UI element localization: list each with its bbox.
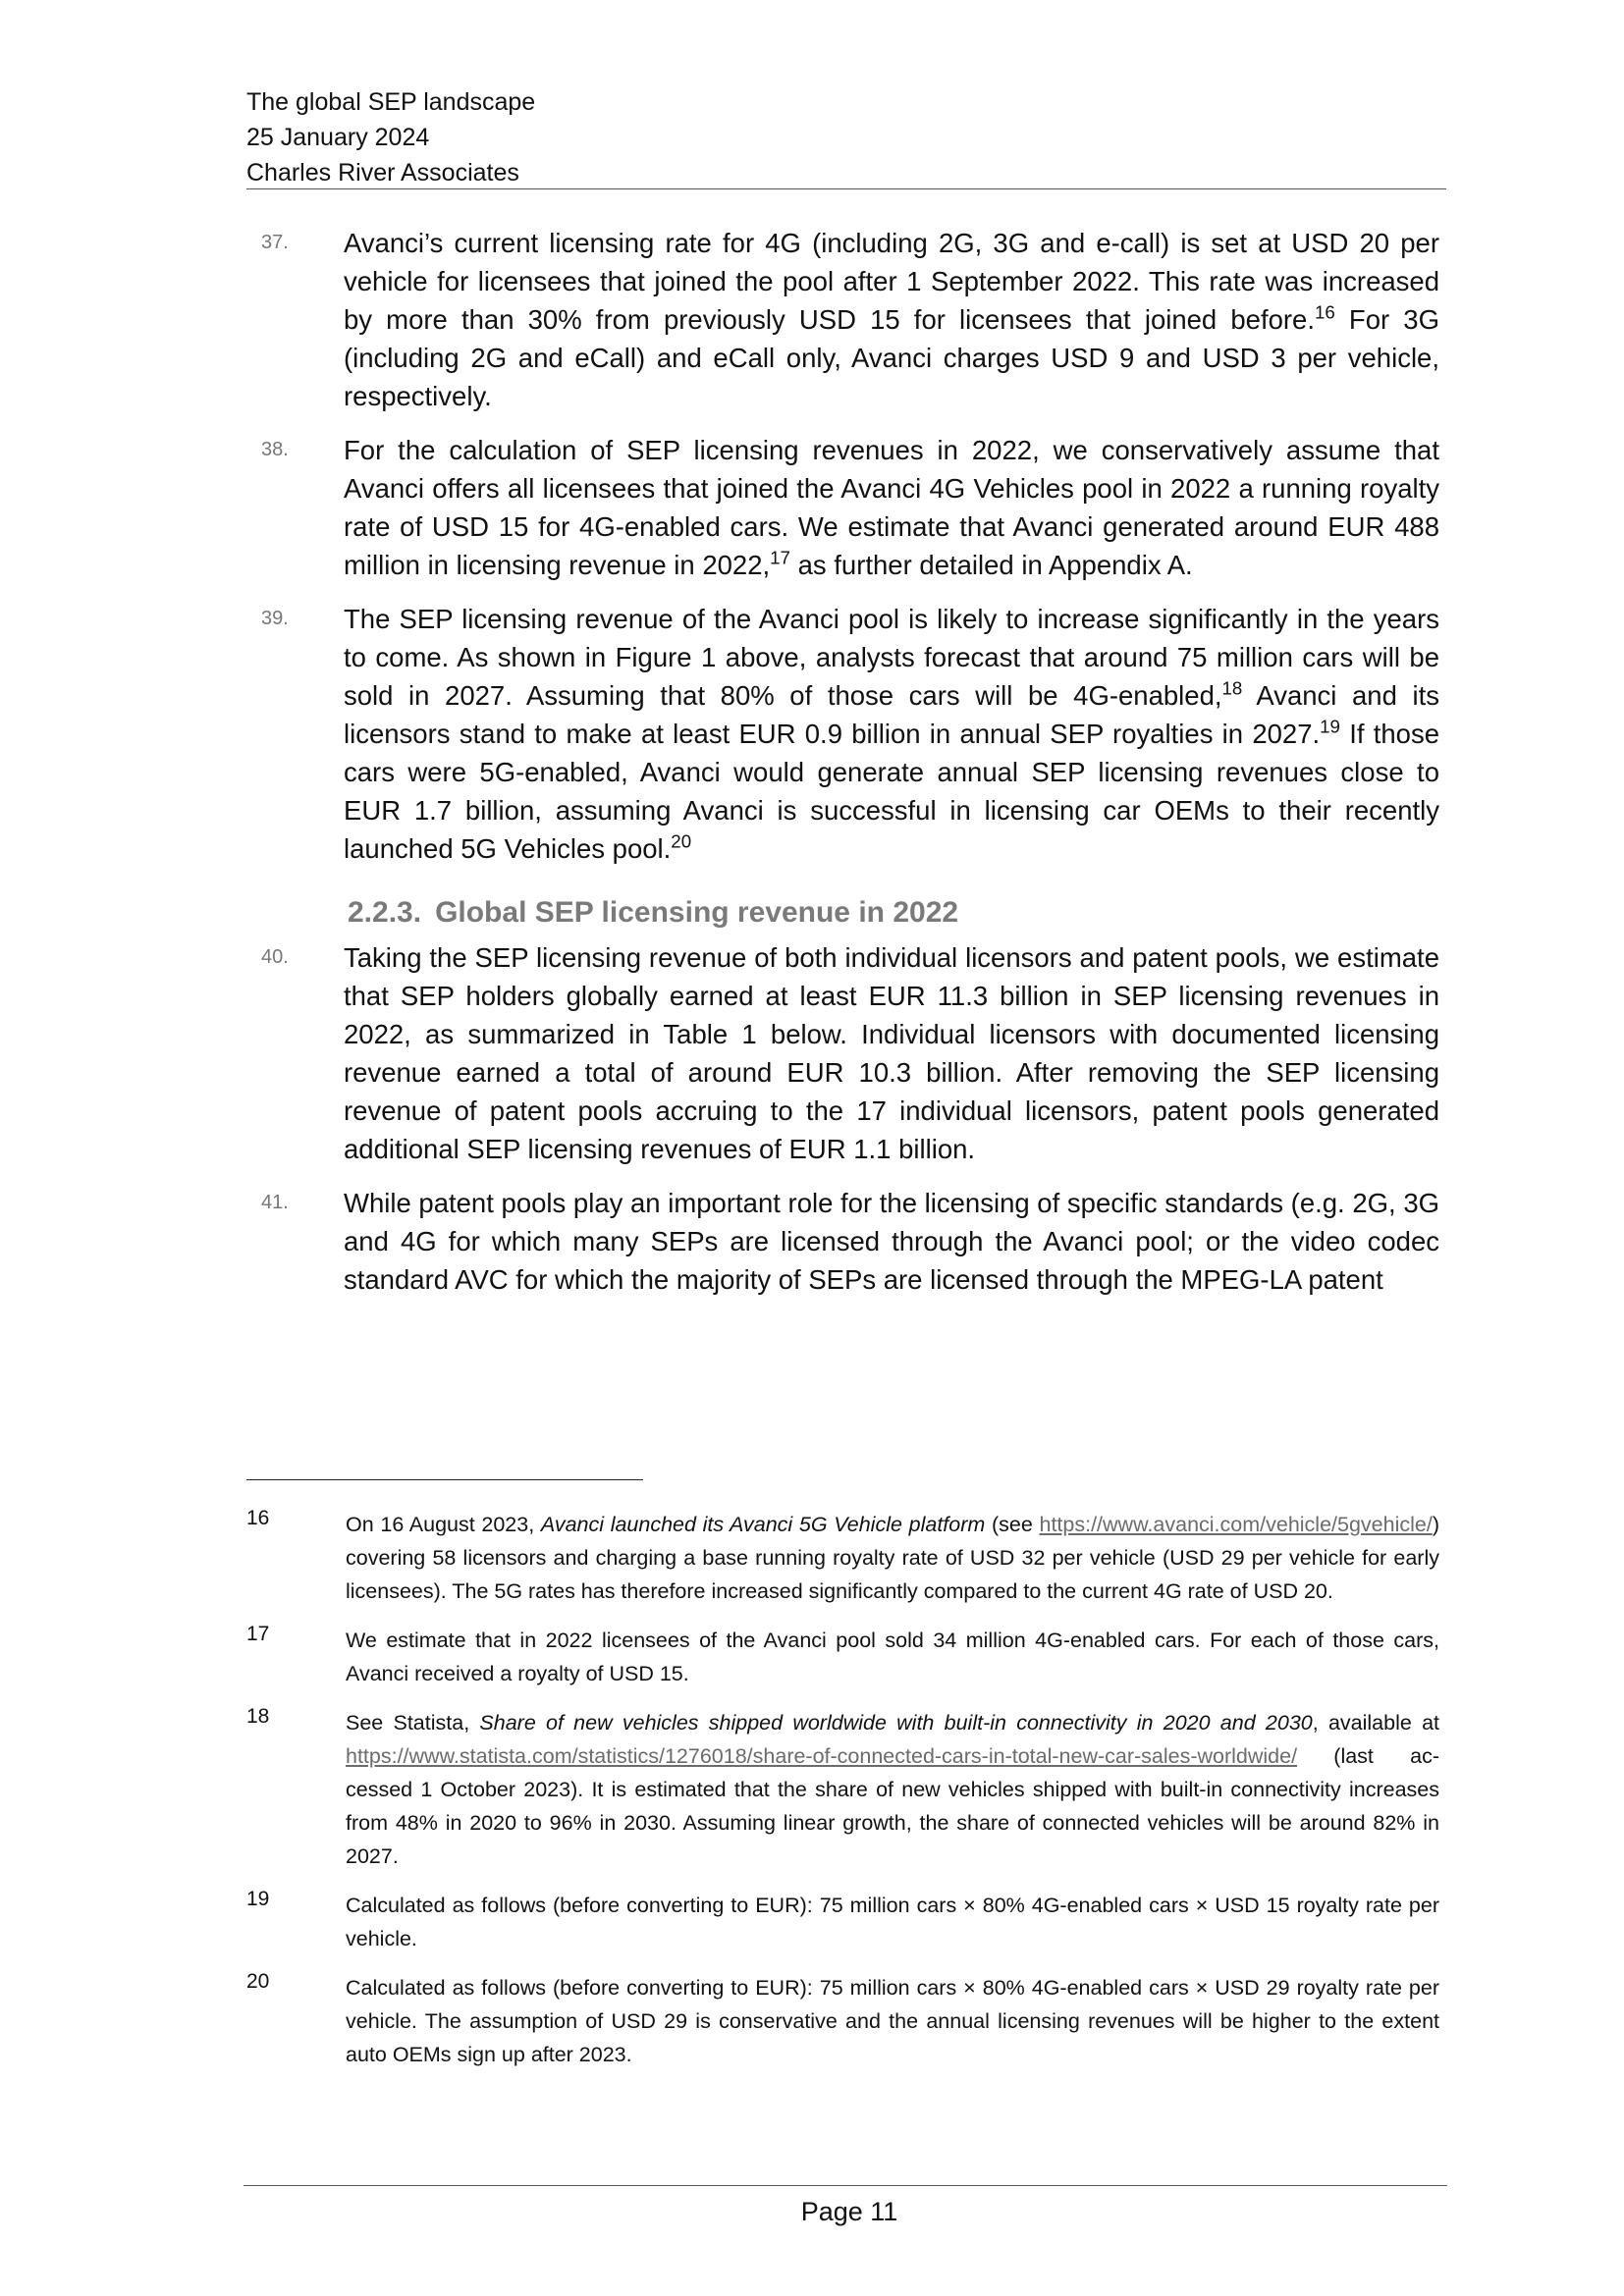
footnote-text: ) covering 58 licensors and charging a base running royalty rate of USD 32 per vehicle (USD 29 per vehicle for early licensees). The 5G rates has therefore increased significantly compared to the current 4G rate of USD 20. bbox=[346, 1513, 1439, 1603]
footnote-text: On 16 August 2023, bbox=[346, 1513, 541, 1536]
paragraph-text: For the calculation of SEP licensing revenues in 2022, we conservatively assume that Avanci offers all licensees that joined the Avanci 4G Vehicles pool in 2022 a running royalty rate of USD 15 for 4G-enabled cars. We estimate that Avanci generated around EUR 488 million in licensing revenue in 2022, bbox=[344, 435, 1439, 580]
paragraph-37 bbox=[246, 224, 1439, 415]
paragraph-number: 38. bbox=[261, 439, 289, 460]
footnote-17 bbox=[246, 1624, 1439, 1690]
paragraph-text: If those cars were 5G-enabled, Avanci would generate annual SEP licensing revenues close to EUR 1.7 billion, assuming Avanci is successful in licensing car OEMs to their recently launched 5G Vehicles pool. bbox=[344, 719, 1439, 864]
footnote-ref-17[interactable]: 17 bbox=[770, 547, 790, 568]
paragraph-text: Taking the SEP licensing revenue of both individual licensors and patent pools, we estimate that SEP holders globally earned at least EUR 11.3 billion in SEP licensing revenues in 2022, as summarized in Table 1 below. Individual licensors with documented licensing revenue earned a total of around EUR 10.3 billion. After removing the SEP licensing revenue of patent pools accruing to the 17 individual licensors, patent pools generated additional SEP licensing revenues of EUR 1.1 billion. bbox=[344, 942, 1439, 1164]
footnote-16 bbox=[246, 1508, 1439, 1608]
paragraph-39 bbox=[246, 600, 1439, 868]
footnote-19 bbox=[246, 1889, 1439, 1955]
paragraph-text: While patent pools play an important role for the licensing of specific standards (e.g. 2G, 3G and 4G for which many SEPs are licensed through the Avanci pool; or the video codec standard AVC for which the majority of SEPs are licensed through the MPEG-LA patent bbox=[344, 1188, 1439, 1295]
header-divider bbox=[246, 188, 1446, 189]
footnote-ref-16[interactable]: 16 bbox=[1314, 301, 1335, 323]
section-number: 2.2.3. bbox=[348, 896, 422, 929]
paragraph-text: Avanci’s current licensing rate for 4G (including 2G, 3G and e-call) is set at USD 20 per vehicle for licensees that joined the pool after 1 September 2022. This rate was increased by more than 30% from previously USD 15 for licensees that joined before. bbox=[344, 228, 1439, 335]
paragraph-40 bbox=[246, 938, 1439, 1168]
footnote-text: Calculated as follows (before converting to EUR): 75 million cars × 80% 4G-enabled cars × USD 15 royalty rate per vehicle. bbox=[346, 1894, 1439, 1950]
footnote-number: 19 bbox=[246, 1888, 270, 1910]
footnote-link[interactable]: https://www.statista.com/statistics/1276018/share-of-connected-cars-in-total-new-car-sales-worldwide/ bbox=[346, 1744, 1298, 1768]
footnote-text: , available at bbox=[1312, 1711, 1439, 1735]
footnote-20 bbox=[246, 1971, 1439, 2071]
page-number: Page 11 bbox=[800, 2197, 898, 2226]
footnote-number: 16 bbox=[246, 1507, 270, 1529]
paragraph-38 bbox=[246, 431, 1439, 584]
paragraph-number: 39. bbox=[261, 608, 289, 629]
paragraph-number: 40. bbox=[261, 946, 289, 968]
page-header bbox=[246, 84, 1446, 190]
section-heading bbox=[246, 893, 1439, 933]
footnote-text: (see bbox=[985, 1513, 1040, 1536]
footnote-ref-18[interactable]: 18 bbox=[1221, 677, 1243, 699]
footnote-ref-19[interactable]: 19 bbox=[1320, 716, 1340, 737]
paragraph-text: The SEP licensing revenue of the Avanci pool is likely to increase significantly in the years to come. As shown in Figure 1 above, analysts forecast that around 75 million cars will be sold in 2027. Assuming that 80% of those cars will be 4G-enabled, bbox=[344, 604, 1439, 711]
footnote-text: Calculated as follows (before converting to EUR): 75 million cars × 80% 4G-enabled cars × USD 29 royalty rate per vehicle. The assumption of USD 29 is conservative and the annual licensing revenues will be higher to the extent auto OEMs sign up after 2023. bbox=[346, 1976, 1439, 2066]
paragraph-41 bbox=[246, 1184, 1439, 1299]
footnote-number: 18 bbox=[246, 1705, 270, 1728]
footnote-italic: Share of new vehicles shipped worldwide with built-in connectivity in 2020 and 2030 bbox=[479, 1711, 1313, 1735]
footnote-separator bbox=[246, 1479, 643, 1480]
footnote-ref-20[interactable]: 20 bbox=[671, 830, 692, 852]
footnote-18 bbox=[246, 1706, 1439, 1873]
header-title: The global SEP landscape bbox=[246, 88, 536, 116]
body-text bbox=[246, 224, 1439, 1314]
footer-divider bbox=[244, 2185, 1447, 2186]
paragraph-text: Avanci and its licensors stand to make at least EUR 0.9 billion in annual SEP royalties in 2027. bbox=[344, 680, 1439, 749]
footnote-text: We estimate that in 2022 licensees of the Avanci pool sold 34 million 4G-enabled cars. For each of those cars, Avanci received a royalty of USD 15. bbox=[346, 1629, 1439, 1685]
paragraph-number: 41. bbox=[261, 1192, 289, 1213]
footnote-number: 17 bbox=[246, 1623, 270, 1645]
section-title: Global SEP licensing revenue in 2022 bbox=[435, 896, 959, 929]
footnote-text: See Statista, bbox=[346, 1711, 480, 1735]
header-date: 25 January 2024 bbox=[246, 124, 430, 151]
paragraph-number: 37. bbox=[261, 232, 289, 253]
paragraph-text: For 3G (including 2G and eCall) and eCall only, Avanci charges USD 9 and USD 3 per vehicle, respectively. bbox=[344, 304, 1439, 411]
footnote-number: 20 bbox=[246, 1970, 270, 1993]
header-org: Charles River Associates bbox=[246, 159, 519, 187]
footnote-text: (last ac-cessed 1 October 2023). It is estimated that the share of new vehicles shipped with built-in connectivity increases from 48% in 2020 to 96% in 2030. Assuming linear growth, the share of connected vehicles will be around 82% in 2027. bbox=[346, 1744, 1439, 1868]
footnote-italic: Avanci launched its Avanci 5G Vehicle platform bbox=[540, 1513, 986, 1536]
footnote-link[interactable]: https://www.avanci.com/vehicle/5gvehicle/ bbox=[1039, 1513, 1433, 1536]
footnotes bbox=[246, 1508, 1439, 2087]
paragraph-text: as further detailed in Appendix A. bbox=[789, 550, 1193, 580]
